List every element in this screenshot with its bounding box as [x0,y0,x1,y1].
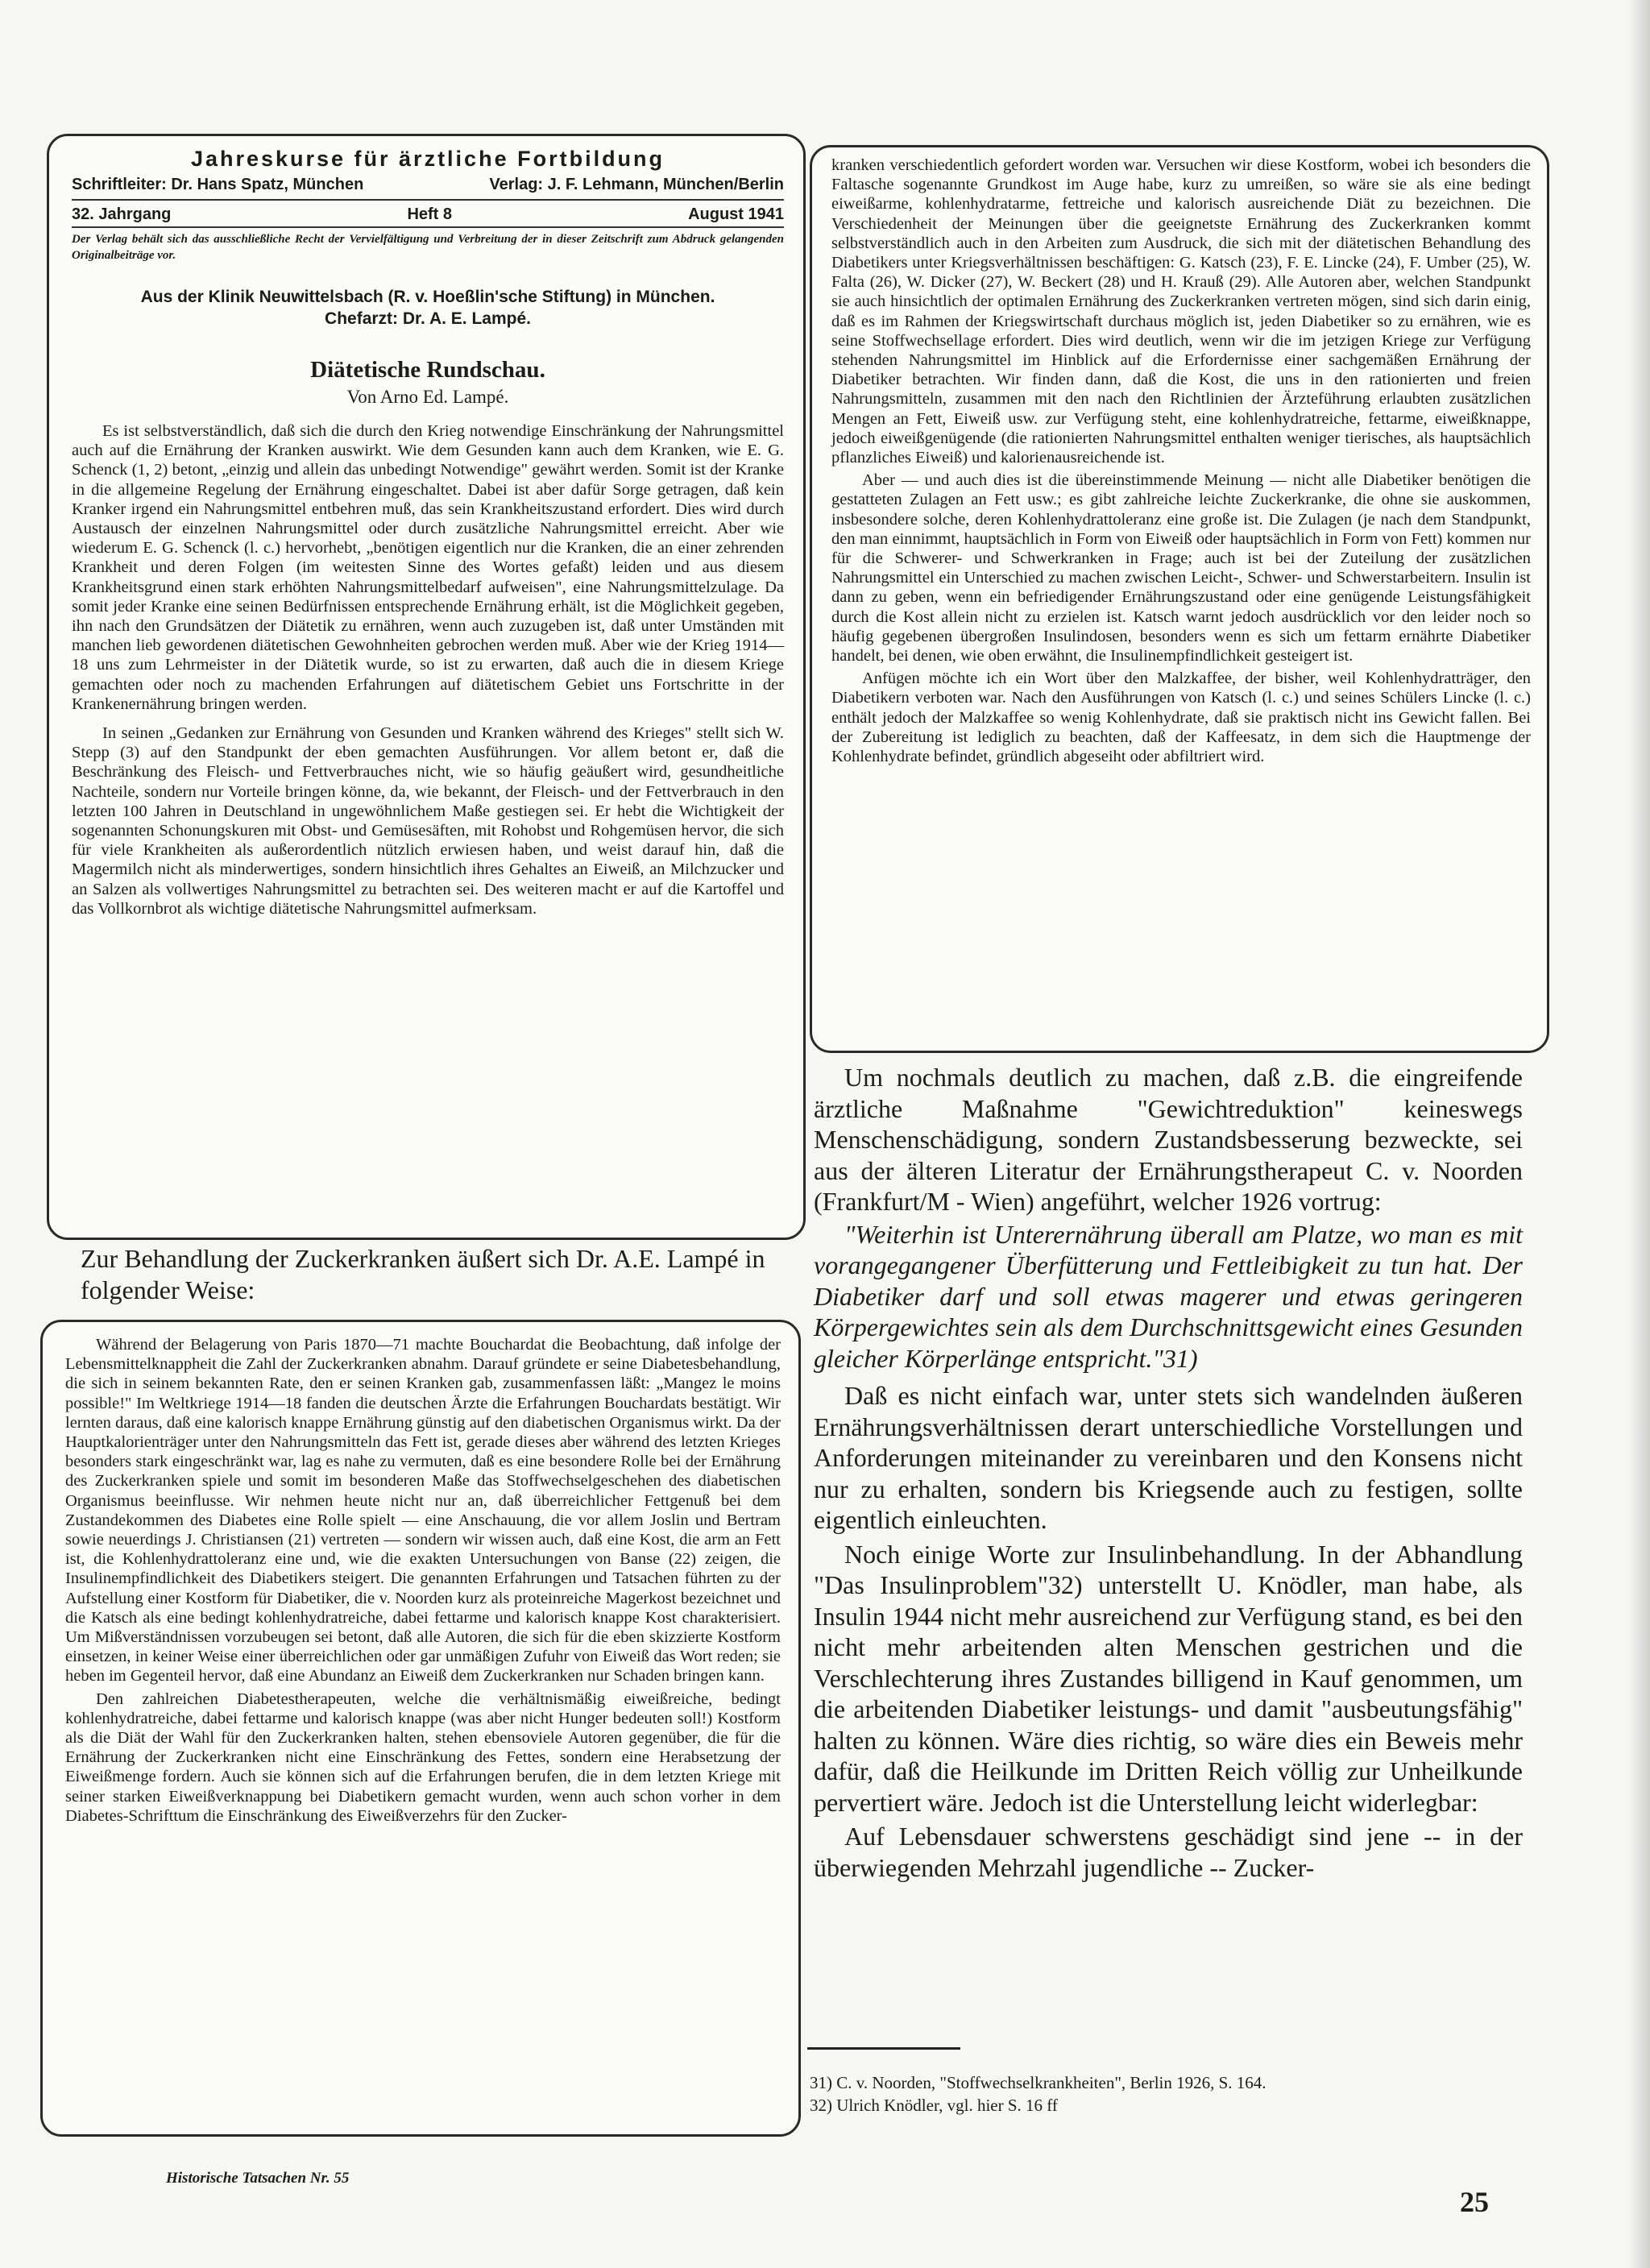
body-paragraph-2: Daß es nicht einfach war, unter stets sich wandelnden äußeren Ernährungsverhältnissen derart unterschiedliche Vorstellungen und Anforderungen miteinander zu vereinbaren und den Konsens nicht nur zu erhalten, sondern bis Kriegsende auch zu festigen, sollte eigentlich einleuchten. [814,1381,1523,1534]
continuation-paragraph-1: kranken verschiedentlich gefordert worden war. Versuchen wir diese Kostform, wobei ich besonders die Faltasche sogenannte Grundkost im Auge habe, kurz zu umreißen, so wäre sie als eine bedingt eiweißarme, kohlenhydratarme, fettreiche und kalorisch ausreichende Diät zu bezeichnen. Die Verschiedenheit der Meinungen über die geeignetste Ernährung des Zuckerkranken kommt selbstverständlich auch in den Arbeiten zum Ausdruck, die sich mit der diätetischen Behandlung des Diabetikers unter Kriegsverhältnissen beschäftigen: G. Katsch (23), F. E. Lincke (24), F. Umber (25), W. Falta (26), W. Dicker (27), W. Beckert (28) und H. Krauß (29). Alle Autoren aber, welchen Standpunkt sie auch hinsichtlich der optimalen Ernährung des Zuckerkranken vertreten mögen, sind sich darin einig, daß es im Rahmen der Kriegswirtschaft durchaus möglich ist, jeden Diabetiker so zu ernähren, wie es seine Stoffwechsellage erfordert. Dies wird deutlich, wenn wir die im jetzigen Kriege zur Verfügung stehenden Nahrungsmittel im Hinblick auf die Erfordernisse einer sachgemäßen Ernährung der Diabetiker betrachten. Wir finden dann, daß die Kost, die uns in den rationierten und freien Nahrungsmitteln, zusammen mit den nach den Richtlinien der Ärzteführung erlaubten zusätzlichen Mengen an Fett, Eiweiß usw. zur Verfügung steht, eine kohlenhydratreiche, fettarme, eiweißknappe, jedoch eiweißgenügende (die rationierten Nahrungsmittel enthalten weniger tierisches, als hauptsächlich pflanzliches Eiweiß) und kalorienausreichende ist. [831,156,1531,467]
journal-volume: 32. Jahrgang [72,205,172,223]
intro-line: Zur Behandlung der Zuckerkranken äußert sich Dr. A.E. Lampé in folgender Weise: [81,1244,765,1304]
continuation-paragraph-3: Anfügen möchte ich ein Wort über den Malzkaffee, der bisher, weil Kohlenhydratträger, den Diabetikern verboten war. Nach den Ausführungen von Katsch (l. c.) und seines Schülers Lincke (l. c.) enthält jedoch der Malzkaffee so wenig Kohlenhydrate, daß sie praktisch nicht ins Gewicht fallen. Bei der Zubereitung ist lediglich zu beachten, daß der Kaffeesatz, in dem sich die Hauptmenge der Kohlenhydrate befindet, gründlich abgeseiht oder abfiltriert wird. [831,670,1531,766]
masthead-rule [72,199,784,201]
diabetes-quote-box [40,1320,801,2137]
footnote-32: 32) Ulrich Knödler, vgl. hier S. 16 ff [810,2096,1058,2115]
continuation-paragraph-2: Aber — und auch dies ist die übereinstimmende Meinung — nicht alle Diabetiker benötigen die gestatteten Zulagen an Fett usw.; es gibt zahlreiche leichte Zuckerkranke, die ohne sie auskommen, insbesondere solche, deren Kohlenhydrattoleranz eine große ist. Die Zulagen (je nach dem Standpunkt, den man einnimmt, hauptsächlich in Form von Eiweiß oder hauptsächlich in Form von Fett) kommen nur für die Schwerer- und Schwerkranken in Frage; auch ist bei der Zuteilung der zusätzlichen Nahrungsmittel ein Unterschied zu machen zwischen Leicht-, Schwer- und Schwerstarbeitern. Insulin ist dann zu geben, wenn ein befriedigender Ernährungszustand oder eine genügende Leistungsfähigkeit durch die Kost allein nicht zu erzielen ist. Katsch warnt jedoch ausdrücklich vor den leider noch so häufig gegebenen übergroßen Insulindosen, besonders wenn es sich um fettarm ernährte Diabetiker handelt, bei denen, wie oben erwähnt, die Insulinempfindlichkeit gesteigert ist. [831,471,1531,665]
body-paragraph-1: Um nochmals deutlich zu machen, daß z.B. die eingreifende ärztliche Maßnahme "Gewichtreduktion" keineswegs Menschenschädigung, sondern Zustandsbesserung bezweckte, sei aus der älteren Literatur der Ernährungstherapeut C. v. Noorden (Frankfurt/M - Wien) angeführt, welcher 1926 vortrug: [814,1063,1523,1216]
journal-title: Jahreskurse für ärztliche Fortbildung [190,147,665,171]
quote-paragraph-1: Während der Belagerung von Paris 1870—71 machte Bouchardat die Beobachtung, daß infolge der Lebensmittelknappheit die Zahl der Zuckerkranken abnahm. Darauf gründete er seine Diabetesbehandlung, die sich in seinem bekannten Rate, den er seinen Kranken gab, zusammenfassen läßt: „Mangez le moins possible!" Im Weltkriege 1914—18 fanden die deutschen Ärzte die Erfahrungen Bouchardats bestätigt. Wir lernten daraus, daß eine kalorisch knappe Ernährung günstig auf den diabetischen Organismus wirkt. Da der Hauptkalorienträger unter den Nahrungsmitteln das Fett ist, gerade dieses aber während des letzten Krieges besonders stark eingeschränkt war, lag es nahe zu vermuten, daß es eine besondere Rolle bei der Ernährung des Zuckerkranken spiele und somit im besonderen Maße das Stoffwechselgeschehen des diabetischen Organismus beeinflusse. Wir nehmen heute nicht nur an, daß überreichlicher Fettgenuß bei dem Zustandekommen des Diabetes eine Rolle spielt — eine Anschauung, die vor allem Joslin und Bertram sowie neuerdings J. Christiansen (21) vertreten — sondern wir wissen auch, daß eine Kost, die arm an Fett ist, die Kohlenhydrattoleranz eine und, wie die exakten Untersuchungen von Banse (22) zeigen, die Insulinempfindlichkeit des Diabetikers steigert. Die genannten Erfahrungen und Tatsachen führten zu der Aufstellung einer Kostform für Diabetiker, die v. Noorden kurz als proteinreiche Magerkost bezeichnet und die Katsch als eine bedingt kohlenhydratreiche, dabei fettarme und kalorisch knappe Kost charakterisiert. Um Mißverständnissen vorzubeugen sei betont, daß alle Autoren, die sich für die eben skizzierte Kostform einsetzen, in keiner Weise einer überreichlichen oder gar unmäßigen Zufuhr von Eiweiß das Wort reden; sie heben im Gegenteil hervor, daß eine Abundanz an Eiweiß dem Zuckerkranken nur Schaden bringen kann. [65,1336,781,1685]
body-quote-noorden: "Weiterhin ist Unterernährung überall am Platze, wo man es mit vorangegangener Überfütterung und Fettleibigkeit zu tun hat. Der Diabetiker darf und soll etwas magerer und etwas geringeren Körpergewichtes sein als dem Durchschnittsgewicht eines Gesunden gleicher Körperlänge entspricht."31) [814,1219,1523,1373]
footnote-31: 31) C. v. Noorden, "Stoffwechselkrankheiten", Berlin 1926, S. 164. [810,2073,1267,2092]
clinic-line: Aus der Klinik Neuwittelsbach (R. v. Hoeßlin'sche Stiftung) in München. [140,288,715,306]
journal-rights-notice: Der Verlag behält sich das ausschließliche Recht der Vervielfältigung und Verbreitung der in dieser Zeitschrift zum Abdruck gelangenden Originalbeiträge vor. [72,233,784,262]
journal-date: August 1941 [688,205,784,223]
journal-masthead [72,173,784,196]
article-paragraph-1: Es ist selbstverständlich, daß sich die durch den Krieg notwendige Einschränkung der Nahrungsmittel auch auf die Ernährung der Kranken auswirkt. Wie dem Gesunden kann auch dem Kranken, wie E. G. Schenck (1, 2) betont, „einzig und allein das unbedingt Notwendige" gewährt werden. Somit ist der Kranke in die allgemeine Regelung der Ernährung eingeschaltet. Dabei ist aber dafür Sorge getragen, daß kein Kranker irgend ein Nahrungsmittel entbehren muß, das sein Krankheitszustand erfordert. Dies wird durch Austausch der einzelnen Nahrungsmittel oder durch zusätzliche Nahrungsmittel erreicht. Aber wie wiederum E. G. Schenck (l. c.) hervorhebt, „benötigen eigentlich nur die Kranken, die an einer zehrenden Krankheit und deren Folgen (im weitesten Sinne des Wortes gefaßt) leiden und aus diesem Krankheitsgrund einen stark erhöhten Nahrungsmittelbedarf aufweisen", eine Nahrungsmittelzulage. Da somit jeder Kranke eine seinen Bedürfnissen entsprechende Ernährung erhält, ist die Möglichkeit gegeben, ihn nach den Grundsätzen der Diätetik zu ernähren, wenn auch zuzugeben ist, daß unter Umständen mit manchen lieb gewordenen diätetischen Gewohnheiten gebrochen werden muß. Aber wie der Krieg 1914—18 uns zum Lehrmeister in der Diätetik wurde, so ist zu erwarten, daß auch die in diesem Kriege gemachten oder noch zu machenden Erfahrungen auf diätetischem Gebiet uns Fortschritte in der Krankenernährung bringen werden. [72,422,784,713]
journal-editor: Schriftleiter: Dr. Hans Spatz, München [72,176,364,193]
article-author: Von Arno Ed. Lampé. [346,387,509,407]
journal-issue-line [72,202,784,226]
journal-issue: Heft 8 [407,205,453,223]
article-paragraph-2: In seinen „Gedanken zur Ernährung von Gesunden und Kranken während des Krieges" stellt sich W. Stepp (3) auf den Standpunkt der eben gemachten Ausführungen. Vor allem betont er, daß die Beschränkung des Fleisch- und Fettverbrauches nicht, wie so häufig geäußert wird, gesundheitliche Nachteile, sondern nur Vorteile bringen könne, da, wie bekannt, der Fleisch- und der Fettverbrauch in den letzten 100 Jahren in Deutschland in ungewöhnlichem Maße gestiegen sei. Er hebt die Wichtigkeit der sogenannten Schonungskuren mit Obst- und Gemüsesäften, mit Rohobst und Rohgemüsen hervor, die sich für viele Krankheiten als außerordentlich nützlich erwiesen haben, und weist darauf hin, daß die Magermilch nicht als minderwertiges, sondern hinsichtlich ihres Gehaltes an Eiweiß, an Milchzucker und an Salzen als vollwertiges Nahrungsmittel zu betrachten sei. Des weiteren macht er auf die Kartoffel und das Vollkornbrot als wichtige diätetische Nahrungsmittel aufmerksam. [72,724,784,918]
body-paragraph-4: Auf Lebensdauer schwerstens geschädigt sind jene -- in der überwiegenden Mehrzahl jugendliche -- Zucker- [814,1822,1523,1882]
page-number: 25 [1460,2186,1489,2218]
footnote-rule [807,2047,960,2050]
body-paragraph-3: Noch einige Worte zur Insulinbehandlung. In der Abhandlung "Das Insulinproblem"32) unterstellt U. Knödler, man habe, als Insulin 1944 nicht mehr ausreichend zur Verfügung stand, es bei den nicht mehr arbeitenden alten Menschen gestrichen und die Verschlechterung ihres Zustandes billigend in Kauf genommen, um die arbeitenden Diabetiker leistungs- und damit "ausbeutungsfähig" halten zu können. Wäre dies richtig, so wäre dies ein Beweis mehr dafür, daß die Heilkunde im Dritten Reich völlig zur Unheilkunde pervertiert wäre. Jedoch ist die Unterstellung leicht widerlegbar: [814,1539,1523,1817]
article-title: Diätetische Rundschau. [310,357,545,383]
footer-publication: Historische Tatsachen Nr. 55 [166,2170,350,2187]
continuation-box [810,145,1549,1053]
quote-paragraph-2: Den zahlreichen Diabetestherapeuten, welche die verhältnismäßig eiweißreiche, bedingt kohlenhydratreiche, dabei fettarme und kalorisch knappe (was aber nicht Hunger bedeuten soll!) Kostform als die Diät der Wahl für den Zuckerkranken halten, stehen ebensoviele Autoren gegenüber, die für die Ernährung der Zuckerkranken nicht eine Einschränkung des Fettes, sondern eine Herabsetzung der Eiweißmenge fordern. Auch sie können sich auf die Erfahrungen berufen, die in dem letzten Kriege mit seiner starken Eiweißverknappung bei Diabetikern gemacht wurden, wenn auch schon vorher in dem Diabetes-Schrifttum die Einschränkung des Eiweißverzehrs für den Zucker- [65,1690,781,1825]
page-edge-shadow [1629,0,1650,2268]
journal-excerpt-box [47,134,806,1240]
issue-rule [72,226,784,228]
journal-publisher: Verlag: J. F. Lehmann, München/Berlin [489,176,784,193]
chief-line: Chefarzt: Dr. A. E. Lampé. [325,309,531,328]
right-body-column [814,1062,1523,1883]
